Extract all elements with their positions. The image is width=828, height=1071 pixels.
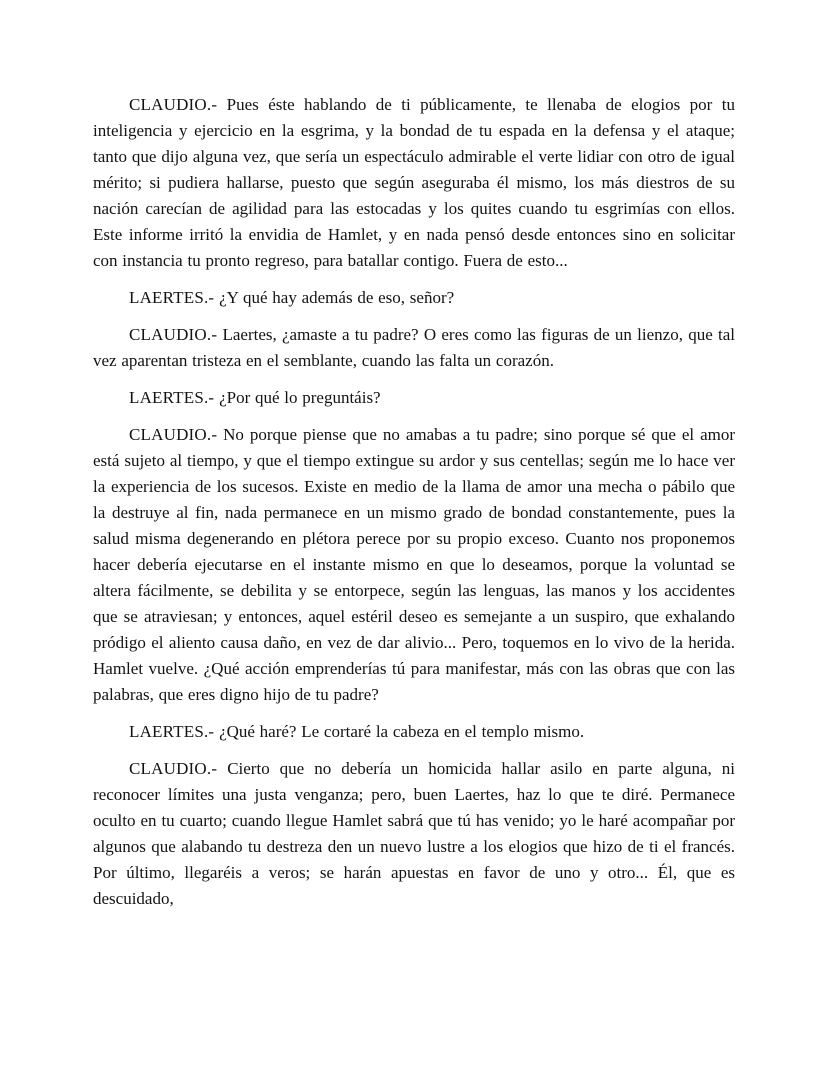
dialogue-paragraph — [93, 756, 735, 912]
dialogue-paragraph — [93, 322, 735, 374]
dialogue-text: ¿Por qué lo preguntáis? — [219, 388, 381, 407]
dialogue-paragraph — [93, 285, 735, 311]
dialogue-text: Laertes, ¿amaste a tu padre? O eres como las figuras de un lienzo, que tal vez aparentan tristeza en el semblante, cuando las falta un corazón. — [93, 325, 735, 370]
dialogue-paragraph — [93, 92, 735, 274]
dialogue-text: Pues éste hablando de ti públicamente, te llenaba de elogios por tu inteligencia y ejercicio en la esgrima, y la bondad de tu espada en la defensa y el ataque; tanto que dijo alguna vez, que sería un espectáculo admirable el verte lidiar con otro de igual mérito; si pudiera hallarse, puesto que según aseguraba él mismo, los más diestros de su nación carecían de agilidad para las estocadas y los quites cuando tu esgrimías con ellos. Este informe irritó la envidia de Hamlet, y en nada pensó desde entonces sino en solicitar con instancia tu pronto regreso, para batallar contigo. Fuera de esto... — [93, 95, 735, 270]
dialogue-text: No porque piense que no amabas a tu padre; sino porque sé que el amor está sujeto al tiempo, y que el tiempo extingue su ardor y sus centellas; según me lo hace ver la experiencia de los sucesos. Existe en medio de la llama de amor una mecha o pábilo que la destruye al fin, nada permanece en un mismo grado de bondad constantemente, pues la salud misma degenerando en plétora perece por su propio exceso. Cuanto nos proponemos hacer debería ejecutarse en el instante mismo en que lo deseamos, porque la voluntad se altera fácilmente, se debilita y se entorpece, según las lenguas, las manos y los accidentes que se atraviesan; y entonces, aquel estéril deseo es semejante a un suspiro, que exhalando pródigo el aliento causa daño, en vez de dar alivio... Pero, toquemos en lo vivo de la herida. Hamlet vuelve. ¿Qué acción emprenderías tú para manifestar, más con las obras que con las palabras, que eres digno hijo de tu padre? — [93, 425, 735, 704]
dialogue-paragraph — [93, 385, 735, 411]
speaker-label: LAERTES.- — [129, 288, 215, 307]
dialogue-paragraph — [93, 719, 735, 745]
dialogue-text: ¿Y qué hay además de eso, señor? — [219, 288, 455, 307]
dialogue-text: Cierto que no debería un homicida hallar asilo en parte alguna, ni reconocer límites una justa venganza; pero, buen Laertes, haz lo que te diré. Permanece oculto en tu cuarto; cuando llegue Hamlet sabrá que tú has venido; yo le haré acompañar por algunos que alabando tu destreza den un nuevo lustre a los elogios que hizo de ti el francés. Por último, llegaréis a veros; se harán apuestas en favor de uno y otro... Él, que es descuidado, — [93, 759, 736, 908]
speaker-label: CLAUDIO.- — [129, 759, 218, 778]
speaker-label: LAERTES.- — [129, 388, 215, 407]
dialogue-paragraph — [93, 422, 735, 708]
speaker-label: CLAUDIO.- — [129, 95, 218, 114]
dialogue-text: ¿Qué haré? Le cortaré la cabeza en el templo mismo. — [219, 722, 585, 741]
speaker-label: CLAUDIO.- — [129, 425, 218, 444]
speaker-label: CLAUDIO.- — [129, 325, 218, 344]
speaker-label: LAERTES.- — [129, 722, 215, 741]
